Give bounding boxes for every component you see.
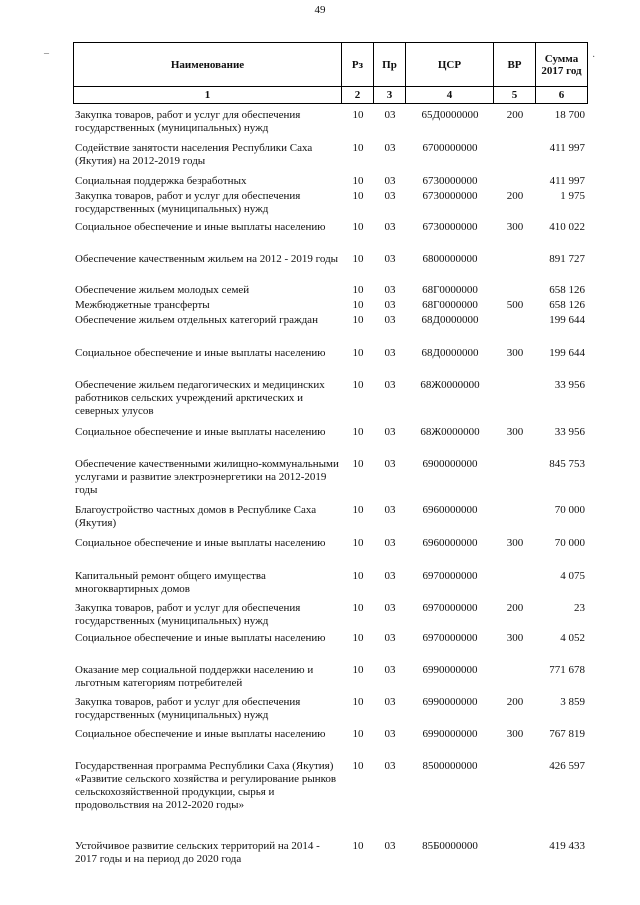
cell-pr: 03 — [384, 728, 396, 740]
cell-csr: 68Д0000000 — [421, 314, 479, 326]
cell-sum: 410 022 — [549, 221, 585, 233]
index-cell: 5 — [494, 87, 536, 104]
cell-rz: 10 — [352, 458, 364, 470]
cell-pr: 03 — [384, 109, 396, 121]
cell-name: Оказание мер социальной поддержки населению и льготным категориям потребителей — [75, 664, 314, 689]
cell-pr: 03 — [384, 696, 396, 708]
cell-csr: 6970000000 — [422, 602, 478, 614]
budget-table — [73, 42, 587, 865]
cell-sum: 411 997 — [549, 175, 585, 187]
cell-sum: 1 975 — [560, 190, 585, 202]
cell-csr: 6960000000 — [422, 504, 478, 516]
cell-name: Межбюджетные трансферты — [75, 299, 210, 311]
header-sum: Сумма 2017 год — [536, 43, 588, 87]
cell-sum: 18 700 — [554, 109, 585, 121]
cell-rz: 10 — [352, 284, 364, 296]
cell-pr: 03 — [384, 299, 396, 311]
cell-csr: 68Д0000000 — [421, 347, 479, 359]
header-vr: ВР — [494, 43, 536, 87]
header-csr: ЦСР — [406, 43, 494, 87]
cell-sum: 4 075 — [560, 570, 585, 582]
cell-name: Социальное обеспечение и иные выплаты населению — [75, 426, 326, 438]
cell-csr: 6970000000 — [422, 632, 478, 644]
cell-vr: 300 — [506, 728, 524, 740]
cell-rz: 10 — [352, 840, 364, 852]
cell-csr: 85Б0000000 — [422, 840, 478, 852]
cell-vr: 300 — [506, 221, 524, 233]
cell-sum: 70 000 — [554, 504, 585, 516]
cell-rz: 10 — [352, 221, 364, 233]
cell-name: Закупка товаров, работ и услуг для обеспечения государственных (муниципальных) нужд — [75, 109, 301, 134]
cell-rz: 10 — [352, 314, 364, 326]
cell-name: Закупка товаров, работ и услуг для обеспечения государственных (муниципальных) нужд — [75, 696, 301, 721]
cell-name: Социальное обеспечение и иные выплаты населению — [75, 221, 326, 233]
cell-sum: 658 126 — [549, 284, 585, 296]
cell-rz: 10 — [352, 696, 364, 708]
cell-pr: 03 — [384, 426, 396, 438]
cell-sum: 845 753 — [549, 458, 585, 470]
cell-name: Социальная поддержка безработных — [75, 175, 247, 187]
cell-sum: 419 433 — [549, 840, 585, 852]
cell-sum: 23 — [574, 602, 585, 614]
cell-name: Обеспечение жильем педагогических и медицинских работников сельских учреждений арктических и северных улусов — [75, 379, 325, 417]
cell-name: Благоустройство частных домов в Республике Саха (Якутия) — [75, 504, 317, 529]
index-cell: 6 — [536, 87, 588, 104]
cell-pr: 03 — [384, 632, 396, 644]
cell-name: Социальное обеспечение и иные выплаты населению — [75, 632, 326, 644]
cell-sum: 33 956 — [554, 379, 585, 391]
cell-rz: 10 — [352, 632, 364, 644]
cell-vr: 200 — [506, 602, 524, 614]
cell-csr: 6990000000 — [422, 728, 478, 740]
cell-csr: 6990000000 — [422, 696, 478, 708]
index-cell: 2 — [342, 87, 374, 104]
cell-pr: 03 — [384, 142, 396, 154]
cell-sum: 767 819 — [549, 728, 585, 740]
cell-sum: 658 126 — [549, 299, 585, 311]
cell-pr: 03 — [384, 314, 396, 326]
cell-csr: 6970000000 — [422, 570, 478, 582]
cell-sum: 199 644 — [549, 347, 585, 359]
cell-name: Содействие занятости населения Республики Саха (Якутия) на 2012-2019 годы — [75, 142, 313, 167]
table-header — [73, 42, 588, 104]
cell-csr: 68Ж0000000 — [420, 426, 480, 438]
header-pr: Пр — [374, 43, 406, 87]
cell-pr: 03 — [384, 379, 396, 391]
cell-name: Социальное обеспечение и иные выплаты населению — [75, 537, 326, 549]
cell-pr: 03 — [384, 537, 396, 549]
cell-name: Обеспечение качественными жилищно-коммунальными услугами и развитие электроэнергетики на 2012-2019 годы — [75, 458, 339, 496]
cell-csr: 6700000000 — [422, 142, 478, 154]
scan-artifact-left: – — [44, 48, 49, 59]
cell-csr: 6960000000 — [422, 537, 478, 549]
cell-vr: 300 — [506, 632, 524, 644]
cell-rz: 10 — [352, 190, 364, 202]
cell-pr: 03 — [384, 664, 396, 676]
index-cell: 3 — [374, 87, 406, 104]
cell-rz: 10 — [352, 537, 364, 549]
cell-pr: 03 — [384, 221, 396, 233]
index-cell: 4 — [406, 87, 494, 104]
cell-sum: 70 000 — [554, 537, 585, 549]
cell-sum: 771 678 — [549, 664, 585, 676]
cell-csr: 6730000000 — [422, 221, 478, 233]
cell-rz: 10 — [352, 109, 364, 121]
cell-rz: 10 — [352, 504, 364, 516]
cell-sum: 3 859 — [560, 696, 585, 708]
cell-pr: 03 — [384, 190, 396, 202]
cell-pr: 03 — [384, 253, 396, 265]
cell-name: Обеспечение качественным жильем на 2012 - 2019 годы — [75, 253, 339, 265]
cell-name: Закупка товаров, работ и услуг для обеспечения государственных (муниципальных) нужд — [75, 190, 301, 215]
cell-name: Социальное обеспечение и иные выплаты населению — [75, 728, 326, 740]
cell-name: Государственная программа Республики Саха (Якутия) «Развитие сельского хозяйства и регулирование рынков сельскохозяйственной продукции, сырья и продовольствия на 2012-2020 годы» — [75, 760, 337, 811]
cell-csr: 8500000000 — [422, 760, 478, 772]
cell-sum: 891 727 — [549, 253, 585, 265]
cell-rz: 10 — [352, 760, 364, 772]
header-row — [74, 43, 588, 87]
cell-vr: 300 — [506, 426, 524, 438]
cell-vr: 200 — [506, 696, 524, 708]
cell-name: Закупка товаров, работ и услуг для обеспечения государственных (муниципальных) нужд — [75, 602, 301, 627]
cell-name: Капитальный ремонт общего имущества многоквартирных домов — [75, 570, 266, 595]
cell-rz: 10 — [352, 253, 364, 265]
cell-pr: 03 — [384, 284, 396, 296]
cell-csr: 6800000000 — [422, 253, 478, 265]
cell-rz: 10 — [352, 728, 364, 740]
header-rz: Рз — [342, 43, 374, 87]
cell-vr: 500 — [506, 299, 524, 311]
cell-sum: 411 997 — [549, 142, 585, 154]
cell-pr: 03 — [384, 760, 396, 772]
cell-csr: 6990000000 — [422, 664, 478, 676]
header-name: Наименование — [74, 43, 342, 87]
cell-vr: 300 — [506, 537, 524, 549]
cell-csr: 68Г0000000 — [422, 299, 478, 311]
cell-csr: 65Д0000000 — [421, 109, 479, 121]
cell-rz: 10 — [352, 379, 364, 391]
index-row — [74, 87, 588, 104]
cell-csr: 6730000000 — [422, 190, 478, 202]
cell-sum: 199 644 — [549, 314, 585, 326]
cell-sum: 33 956 — [554, 426, 585, 438]
cell-rz: 10 — [352, 426, 364, 438]
cell-sum: 426 597 — [549, 760, 585, 772]
cell-rz: 10 — [352, 142, 364, 154]
cell-rz: 10 — [352, 664, 364, 676]
cell-name: Обеспечение жильем отдельных категорий граждан — [75, 314, 318, 326]
cell-sum: 4 052 — [560, 632, 585, 644]
cell-pr: 03 — [384, 570, 396, 582]
cell-pr: 03 — [384, 458, 396, 470]
cell-pr: 03 — [384, 840, 396, 852]
index-cell: 1 — [74, 87, 342, 104]
cell-name: Социальное обеспечение и иные выплаты населению — [75, 347, 326, 359]
cell-csr: 68Ж0000000 — [420, 379, 480, 391]
cell-rz: 10 — [352, 570, 364, 582]
cell-csr: 6730000000 — [422, 175, 478, 187]
cell-vr: 200 — [506, 109, 524, 121]
scan-artifact-right: · — [592, 52, 596, 63]
cell-pr: 03 — [384, 347, 396, 359]
cell-pr: 03 — [384, 175, 396, 187]
cell-rz: 10 — [352, 602, 364, 614]
cell-csr: 6900000000 — [422, 458, 478, 470]
cell-vr: 200 — [506, 190, 524, 202]
cell-csr: 68Г0000000 — [422, 284, 478, 296]
cell-rz: 10 — [352, 175, 364, 187]
cell-vr: 300 — [506, 347, 524, 359]
cell-name: Обеспечение жильем молодых семей — [75, 284, 250, 296]
cell-rz: 10 — [352, 299, 364, 311]
cell-pr: 03 — [384, 504, 396, 516]
cell-name: Устойчивое развитие сельских территорий на 2014 - 2017 годы и на период до 2020 года — [75, 840, 320, 865]
page-number: 49 — [314, 4, 326, 16]
cell-rz: 10 — [352, 347, 364, 359]
cell-pr: 03 — [384, 602, 396, 614]
